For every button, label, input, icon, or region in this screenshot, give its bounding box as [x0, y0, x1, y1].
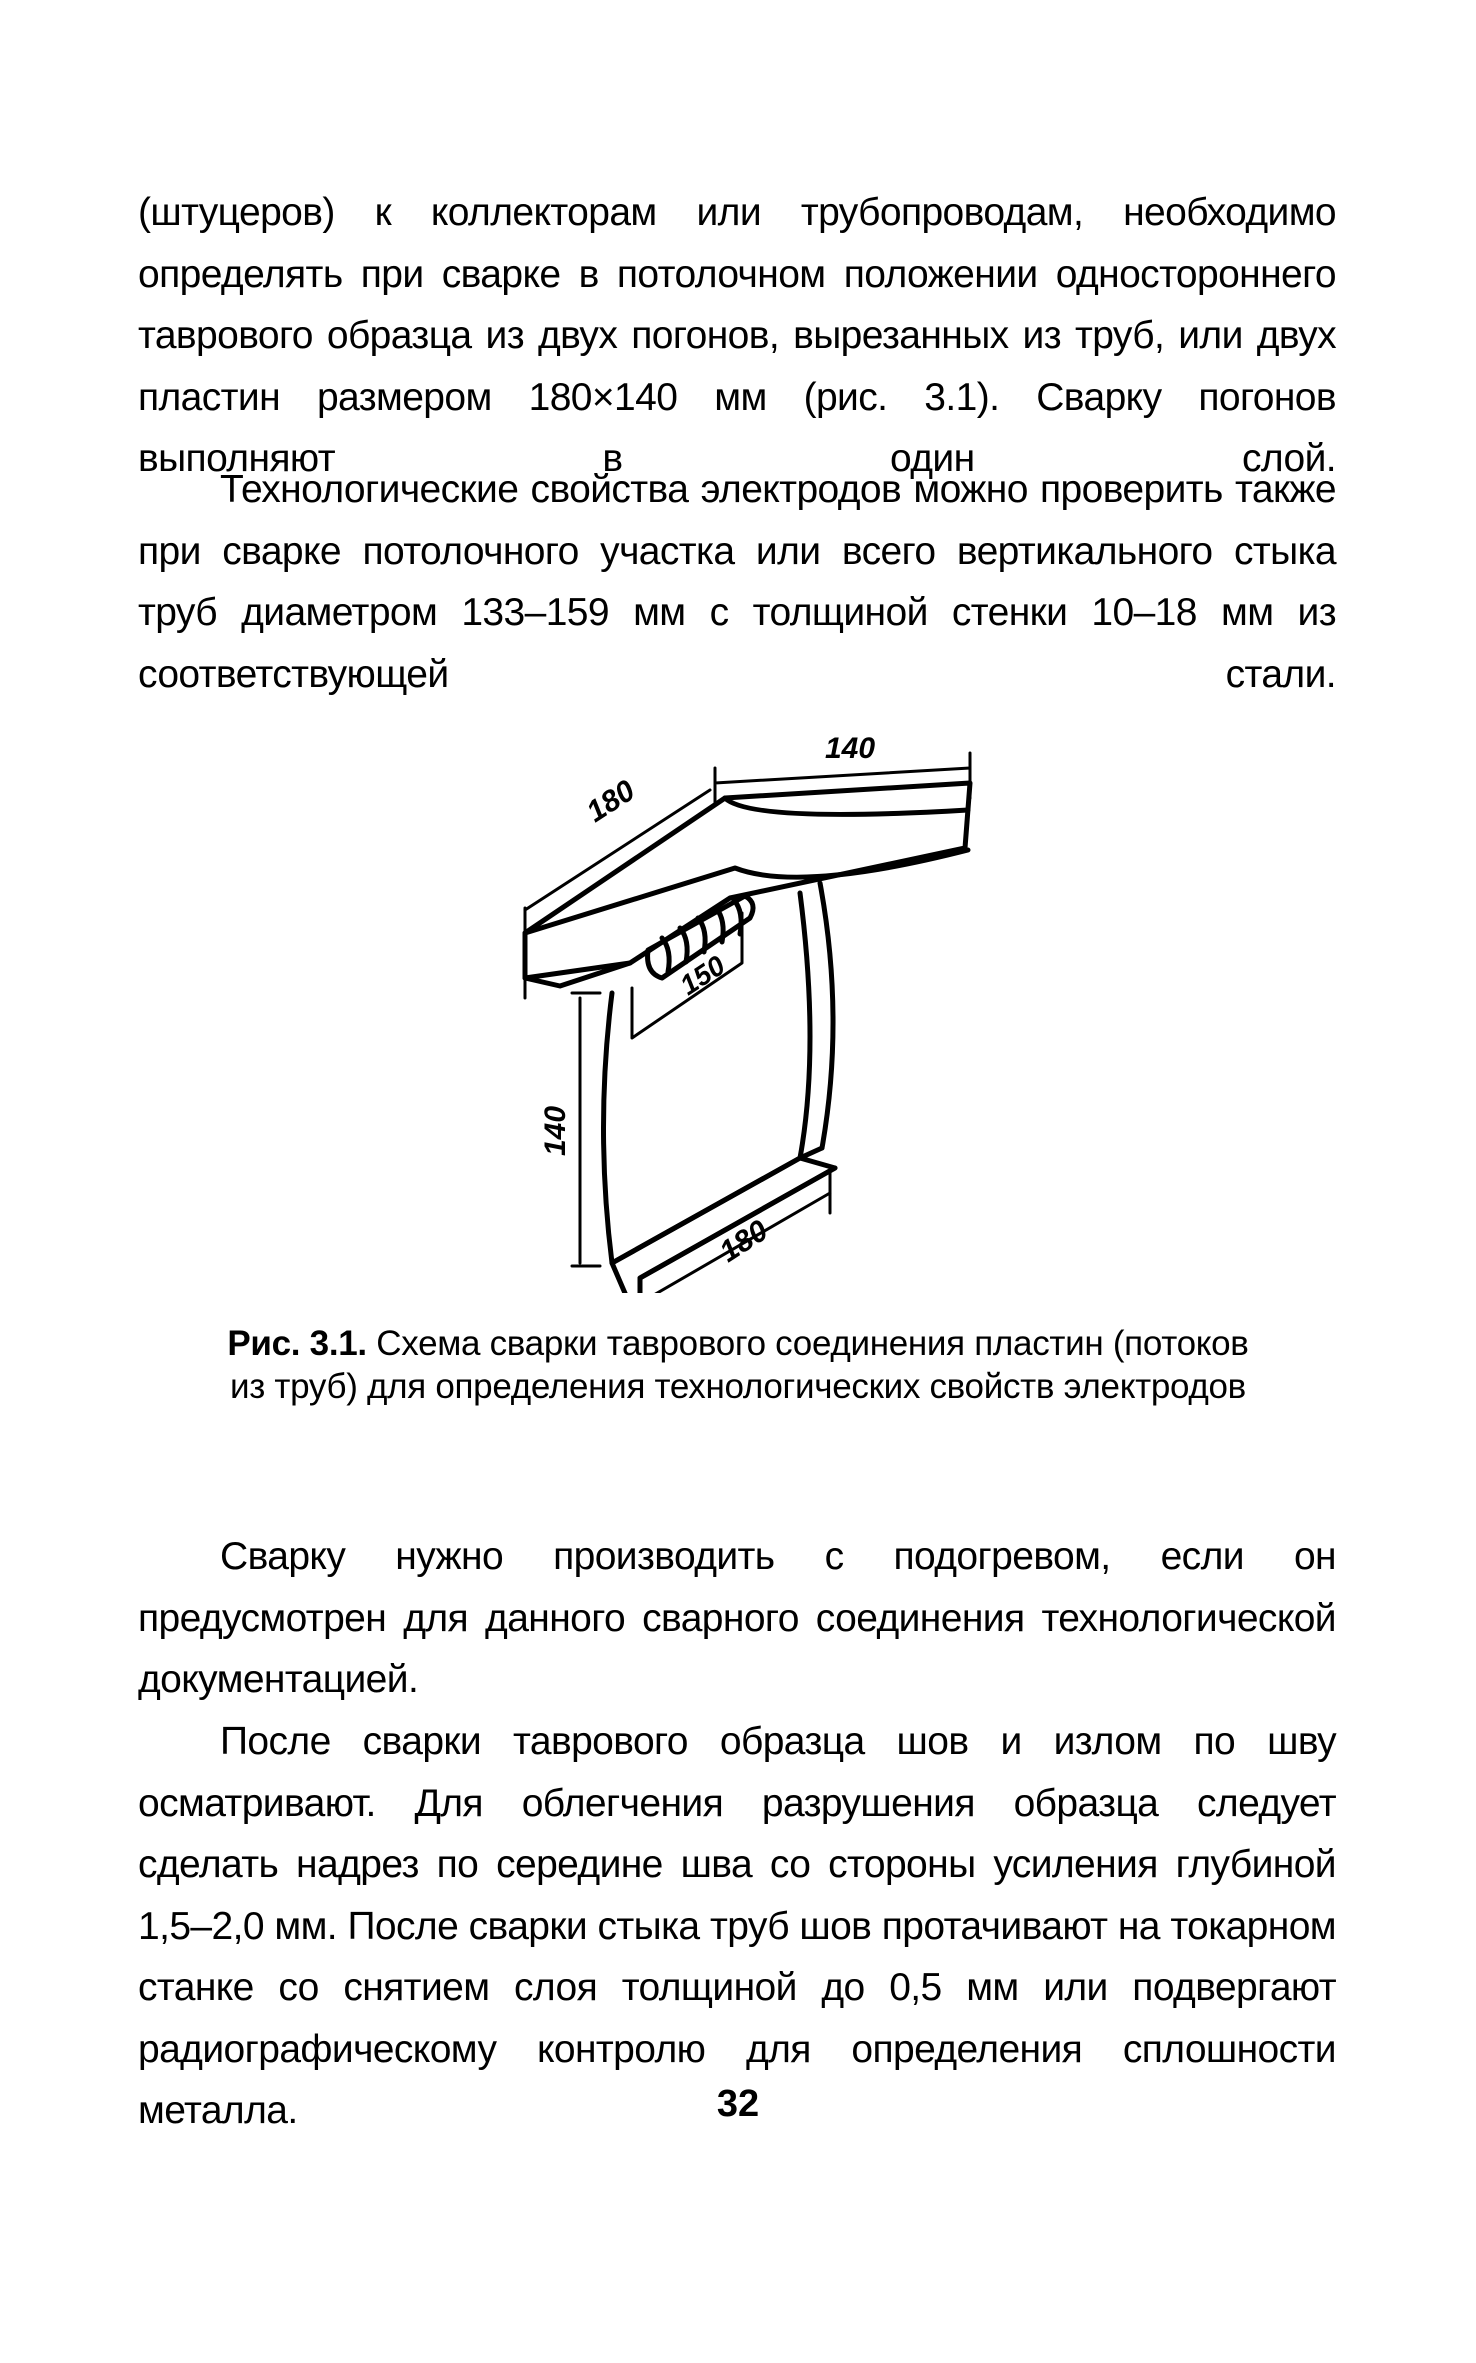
dim-top-width-label: 140 [825, 732, 876, 765]
dim-weld-label: 150 [674, 949, 731, 1002]
top-plate-curve [725, 798, 968, 814]
paragraph-4: После сварки таврового образца шов и излом по шву осматривают. Для облегчения разрушения образца следует сделать надрез по середине шва со стороны усиления глубиной 1,5–2,0 мм. После сварки стыка труб шов протачивают на токарном станке со снятием слоя толщиной до 0,5 мм или подвергают радиографическому контролю для определения сплошности металла. [138, 1720, 1336, 2132]
page-number: 32 [716, 2083, 760, 2125]
paragraph-2: Технологические свойства электродов можно проверить также при сварке потолочного участка или всего вертикального стыка труб диаметром 133–159 мм с толщиной стенки 10–18 мм из соответствующей стали. [138, 468, 1336, 696]
t-joint-diagram [500, 728, 980, 1293]
dim-top-length-label: 180 [580, 773, 641, 829]
figure-caption [220, 1322, 1256, 1408]
dim-bottom-length-label: 180 [713, 1213, 774, 1269]
caption-text: Схема сварки таврового соединения пластин (потоков из труб) для определения технологических свойств электродов [230, 1324, 1249, 1406]
dim-height-label: 140 [539, 1105, 572, 1156]
paragraph-3: Сварку нужно производить с подогревом, если он предусмотрен для данного сварного соединения технологической документацией. [138, 1535, 1336, 1701]
caption-label: Рис. 3.1. [227, 1324, 367, 1363]
paragraph-1: (штуцеров) к коллекторам или трубопроводам, необходимо определять при сварке в потолочном положении одностороннего таврового образца из двух погонов, вырезанных из труб, или двух пластин размером 180×140 мм (рис. 3.1). Сварку погонов выполняют в один слой. [138, 191, 1336, 480]
